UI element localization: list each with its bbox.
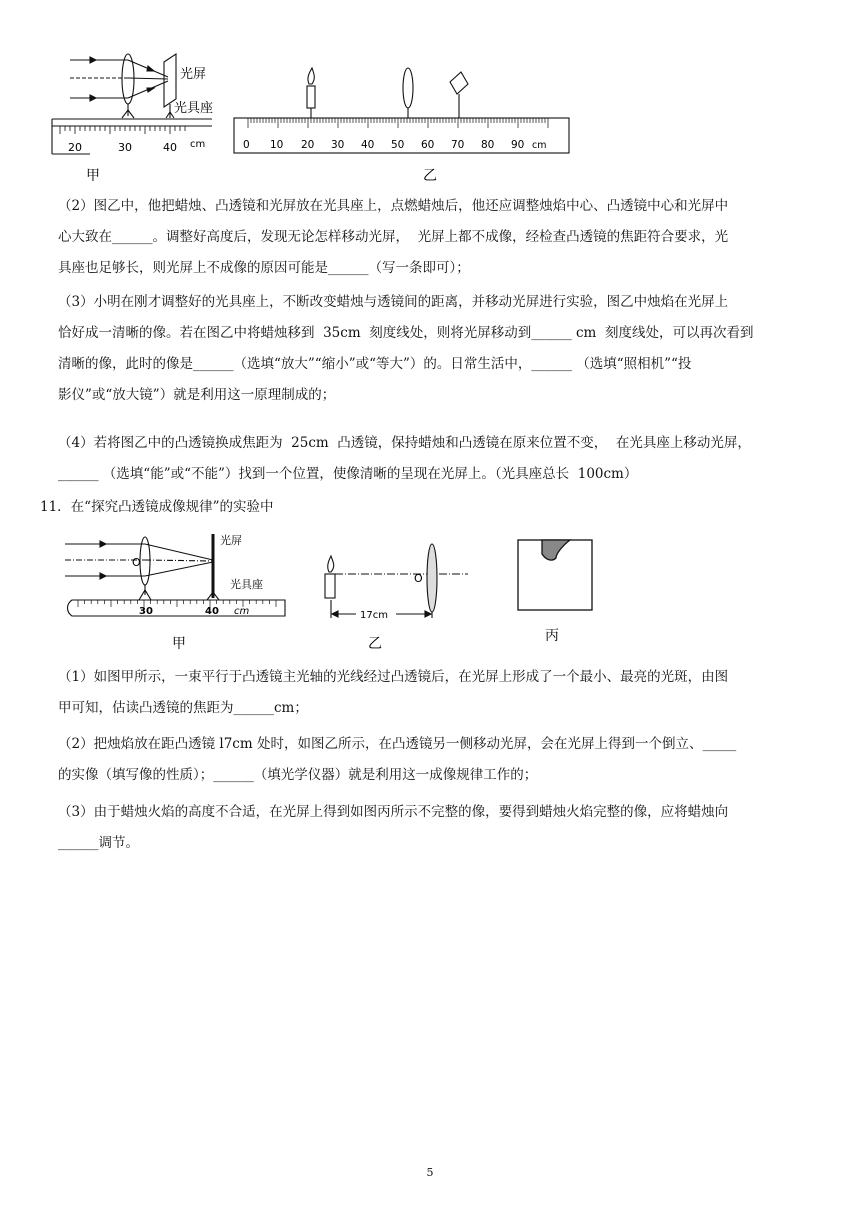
q10-part-3: [58, 287, 810, 411]
figure-caption: 乙: [423, 168, 437, 184]
text-line: 影仪”或“放大镜”）就是利用这一原理制成的；: [58, 387, 336, 403]
figure-2-jia: [60, 530, 295, 658]
text-line: 的实像（填写像的性质）；______（填光学仪器）就是利用这一成像规律工作的；: [58, 767, 538, 783]
figure-2-bing: [512, 536, 612, 658]
q11-part-1: [58, 662, 810, 724]
ruler-ticks: [248, 118, 548, 128]
tick-label: 30: [118, 141, 132, 154]
ruler-labels: [243, 139, 546, 151]
text-line: （3）由于蜡烛火焰的高度不合适，在光屏上得到如图丙所示不完整的像，要得到蜡烛火焰完整的像，应将蜡烛向: [58, 804, 729, 820]
tick-label: 40: [205, 606, 219, 617]
figure-caption: 丙: [545, 628, 559, 644]
bench-label: 光具座: [230, 578, 263, 591]
unit-label: cm: [532, 140, 547, 151]
screen-label: 光屏: [220, 534, 242, 547]
tick-label: 90: [511, 139, 525, 151]
figure-caption: 甲: [172, 636, 186, 652]
question-title: 11．在“探究凸透镜成像规律”的实验中: [40, 499, 274, 515]
unit-label: cm: [190, 139, 206, 150]
tick-label: 50: [391, 139, 405, 151]
tick-label: 30: [331, 139, 345, 151]
text-line: （2）把烛焰放在距凸透镜 l7cm 处时，如图乙所示，在凸透镜另一侧移动光屏，会在光屏上得到一个倒立、_____: [58, 736, 737, 752]
tick-label: 60: [421, 139, 435, 151]
text-line: 恰好成一清晰的像。若在图乙中将蜡烛移到 35cm 刻度线处，则将光屏移动到______ cm 刻度线处，可以再次看到: [58, 325, 754, 341]
bench-label: 光具座: [174, 101, 214, 116]
text-line: （1）如图甲所示，一束平行于凸透镜主光轴的光线经过凸透镜后，在光屏上形成了一个最小、最亮的光斑，由图: [58, 669, 729, 685]
tick-label: 0: [243, 139, 250, 151]
figure-2-yi: [318, 542, 478, 658]
text-line: 甲可知，估读凸透镜的焦距为______cm；: [58, 700, 308, 716]
q11-part-2: [58, 729, 810, 791]
distance-label: 17cm: [360, 610, 388, 621]
figure-1-yi: [230, 62, 575, 189]
tick-label: 70: [451, 139, 465, 151]
o-label: O: [414, 572, 423, 585]
text-line: （2）图乙中，他把蜡烛、凸透镜和光屏放在光具座上，点燃蜡烛后，他还应调整烛焰中心、凸透镜中心和光屏中: [58, 198, 729, 214]
tick-label: 10: [270, 139, 284, 151]
figure-1-jia: [50, 44, 230, 189]
q11-title: [40, 492, 792, 523]
tick-label: 30: [139, 606, 153, 617]
text-line: 清晰的像，此时的像是______（选填“放大”“缩小”或“等大”）的。日常生活中，______ （选填“照相机”“投: [58, 356, 692, 372]
figure-caption: 甲: [86, 168, 100, 184]
figure-caption: 乙: [368, 636, 382, 652]
tick-label: 20: [301, 139, 315, 151]
tick-label: 20: [68, 141, 82, 154]
tick-label: 40: [361, 139, 375, 151]
unit-label: cm: [234, 606, 250, 617]
tick-label: 40: [163, 141, 177, 154]
text-line: （3）小明在刚才调整好的光具座上，不断改变蜡烛与透镜间的距离，并移动光屏进行实验，图乙中烛焰在光屏上: [58, 294, 729, 310]
text-line: 具座也足够长，则光屏上不成像的原因可能是______（写一条即可）；: [58, 260, 470, 276]
q10-part-4: [58, 428, 810, 490]
text-line: 心大致在______。调整好高度后，发现无论怎样移动光屏， 光屏上都不成像，经检查凸透镜的焦距符合要求，光: [58, 229, 729, 245]
q10-part-2: [58, 191, 810, 284]
q11-part-3: [58, 797, 810, 859]
text-line: （4）若将图乙中的凸透镜换成焦距为 25cm 凸透镜，保持蜡烛和凸透镜在原来位置不变， 在光具座上移动光屏，: [58, 435, 751, 451]
text-line: ______调节。: [58, 835, 139, 851]
text-line: ______ （选填“能”或“不能”）找到一个位置，使像清晰的呈现在光屏上。（光具座总长 100cm）: [58, 466, 638, 482]
screen-label: 光屏: [180, 67, 207, 82]
tick-label: 80: [481, 139, 495, 151]
o-label: O: [132, 556, 141, 569]
page-number: 5: [426, 1166, 434, 1179]
